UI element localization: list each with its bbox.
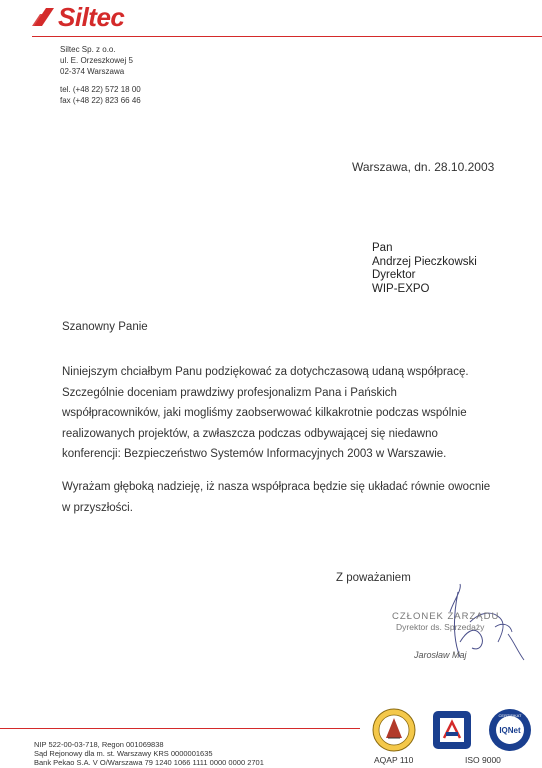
company-stamp xyxy=(392,612,499,632)
body-paragraph-1 xyxy=(62,362,469,465)
company-contact xyxy=(60,84,141,106)
iso-label: ISO 9000 xyxy=(465,755,501,765)
letter-date: Warszawa, dn. 28.10.2003 xyxy=(352,160,495,174)
aqap-badge-icon xyxy=(372,708,416,752)
footer-line: Sąd Rejonowy dla m. st. Warszawy KRS 0000001635 xyxy=(34,749,213,758)
footer-line: NIP 522-00-03-718, Regon 001069838 xyxy=(34,740,164,749)
iqnet-ring-text: CERTIFIKAT xyxy=(498,713,522,718)
body-paragraph-2 xyxy=(62,477,490,518)
company-line: ul. E. Orzeszkowej 5 xyxy=(60,56,133,65)
company-line: Siltec Sp. z o.o. xyxy=(60,45,116,54)
stamp-role: Dyrektor ds. Sprzedaży xyxy=(396,622,485,632)
footer-registration xyxy=(34,740,264,767)
iqnet-badge-icon xyxy=(488,708,532,752)
footer-rule xyxy=(0,728,360,729)
recipient-line: Andrzej Pieczkowski xyxy=(372,255,477,268)
fax-line: fax (+48 22) 823 66 46 xyxy=(60,96,141,105)
stamp-title: CZŁONEK ZARZĄDU xyxy=(392,611,500,622)
recipient-block xyxy=(372,242,477,296)
aqap-label: AQAP 110 xyxy=(374,755,414,765)
paragraph-line: w przyszłości. xyxy=(62,501,133,514)
siltec-logo-icon xyxy=(32,6,56,28)
footer-line: Bank Pekao S.A. V O/Warszawa 79 1240 1066 1111 0000 0000 2701 xyxy=(34,758,264,767)
paragraph-line: konferencji: Bezpieczeństwo Systemów Informacyjnych 2003 w Warszawie. xyxy=(62,448,447,460)
iso-badge-icon xyxy=(432,710,472,750)
closing: Z poważaniem xyxy=(336,572,411,584)
paragraph-line: Wyrażam głęboką nadzieję, iż nasza współpraca będzie się układać równie owocnie xyxy=(62,481,491,493)
salutation: Szanowny Panie xyxy=(62,321,148,333)
company-logo xyxy=(32,4,124,30)
signer-name: Jarosław Maj xyxy=(414,650,467,660)
recipient-line: WIP-EXPO xyxy=(372,282,430,295)
paragraph-line: współpracowników, jaki mogliśmy zaobserwować kilkakrotnie podczas wspólnie xyxy=(62,407,467,419)
paragraph-line: realizowanych projektów, a zwłaszcza podczas odbywającej się niedawno xyxy=(62,427,438,440)
company-address xyxy=(60,44,133,77)
company-line: 02-374 Warszawa xyxy=(60,67,125,76)
header-rule xyxy=(32,36,542,37)
paragraph-line: Niniejszym chciałbym Panu podziękować za dotychczasową udaną współpracę. xyxy=(62,366,469,378)
phone-line: tel. (+48 22) 572 18 00 xyxy=(60,85,141,94)
recipient-line: Pan xyxy=(372,242,393,254)
paragraph-line: Szczególnie doceniam prawdziwy profesjonalizm Pana i Pańskich xyxy=(62,386,397,399)
recipient-line: Dyrektor xyxy=(372,269,416,281)
iqnet-text: IQNet xyxy=(499,726,521,735)
brand-name: Siltec xyxy=(58,2,125,32)
